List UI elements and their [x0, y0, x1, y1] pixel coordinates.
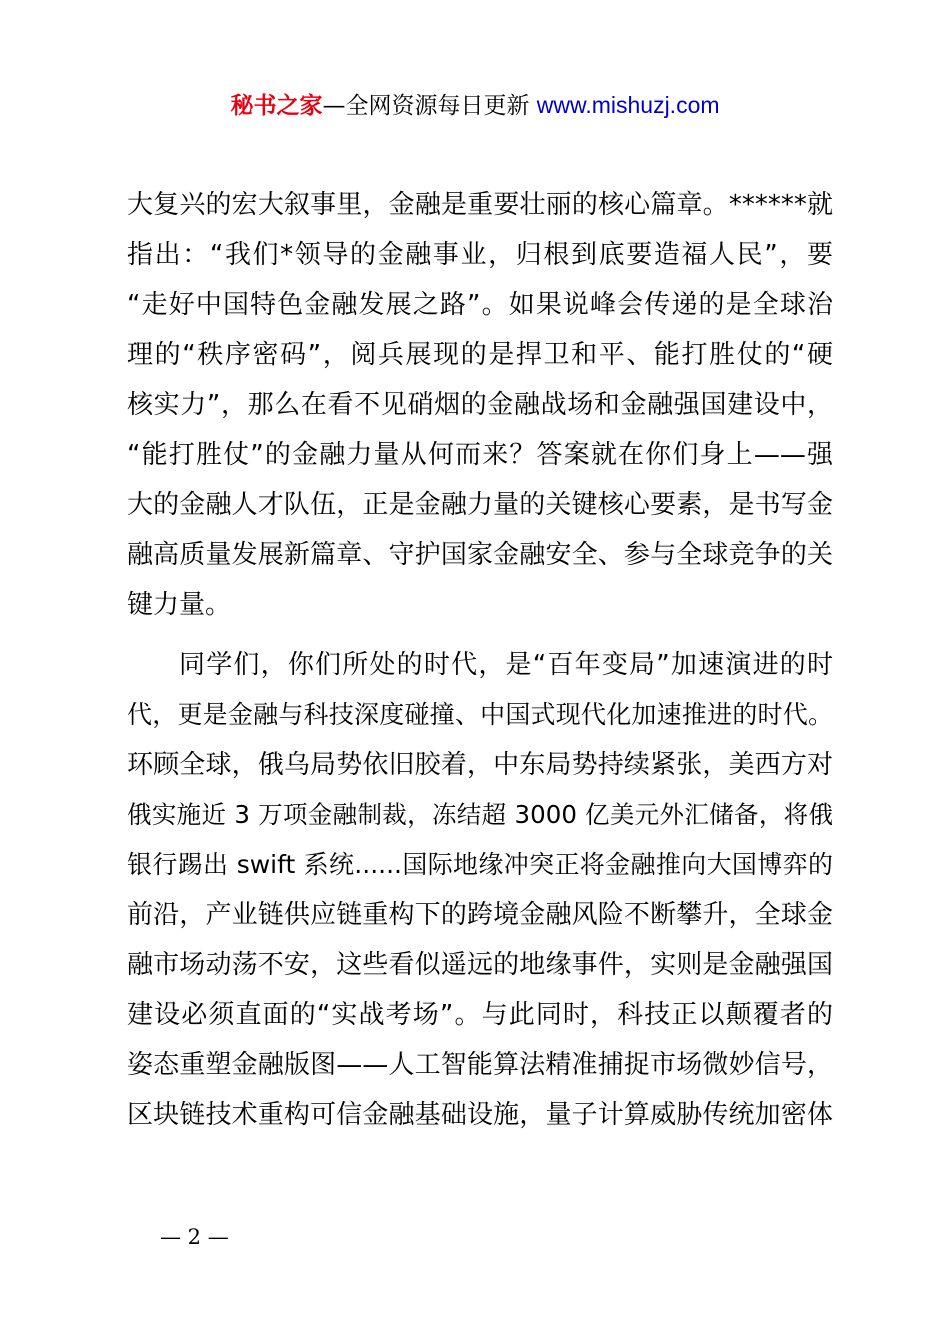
text-line: 指出：“我们*领导的金融事业，归根到底要造福人民”，要 — [127, 240, 833, 270]
document-body — [127, 180, 833, 1140]
text-line: 区块链技术重构可信金融基础设施，量子计算威胁传统加密体 — [127, 1100, 833, 1130]
text-line: 环顾全球，俄乌局势依旧胶着，中东局势持续紧张，美西方对 — [127, 750, 833, 780]
site-tagline: —全网资源每日更新 — [322, 93, 530, 119]
paragraph-2 — [127, 640, 833, 1140]
text-line: 键力量。 — [127, 590, 232, 620]
text-line: 理的“秩序密码”，阅兵展现的是捍卫和平、能打胜仗的“硬 — [127, 340, 833, 370]
page-number: — 2 — — [160, 1225, 229, 1249]
text-line: “能打胜仗”的金融力量从何而来？答案就在你们身上——强 — [127, 440, 833, 470]
text-line: 同学们，你们所处的时代，是“百年变局”加速演进的时 — [179, 650, 833, 680]
text-line: 银行踢出 swift 系统......国际地缘冲突正将金融推向大国博弈的 — [127, 850, 833, 879]
text-line: “走好中国特色金融发展之路”。如果说峰会传递的是全球治 — [127, 290, 833, 320]
text-line: 姿态重塑金融版图——人工智能算法精准捕捉市场微妙信号， — [127, 1050, 833, 1080]
text-line: 俄实施近 3 万项金融制裁，冻结超 3000 亿美元外汇储备，将俄 — [127, 800, 833, 829]
text-line: 融高质量发展新篇章、守护国家金融安全、参与全球竞争的关 — [127, 540, 833, 570]
site-brand: 秘书之家 — [230, 93, 323, 119]
paragraph-1 — [127, 180, 833, 630]
site-url-link[interactable]: www.mishuzj.com — [536, 92, 720, 118]
text-line: 大复兴的宏大叙事里，金融是重要壮丽的核心篇章。******就 — [127, 190, 833, 220]
text-line: 融市场动荡不安，这些看似遥远的地缘事件，实则是金融强国 — [127, 950, 833, 980]
text-line: 代，更是金融与科技深度碰撞、中国式现代化加速推进的时代。 — [127, 700, 833, 729]
text-line: 前沿，产业链供应链重构下的跨境金融风险不断攀升，全球金 — [127, 900, 833, 930]
text-line: 建设必须直面的“实战考场”。与此同时，科技正以颠覆者的 — [127, 1000, 833, 1030]
text-line: 大的金融人才队伍，正是金融力量的关键核心要素，是书写金 — [127, 490, 833, 520]
text-line: 核实力”，那么在看不见硝烟的金融战场和金融强国建设中， — [127, 390, 833, 420]
paragraph-gap — [127, 630, 833, 640]
site-header — [0, 88, 950, 123]
